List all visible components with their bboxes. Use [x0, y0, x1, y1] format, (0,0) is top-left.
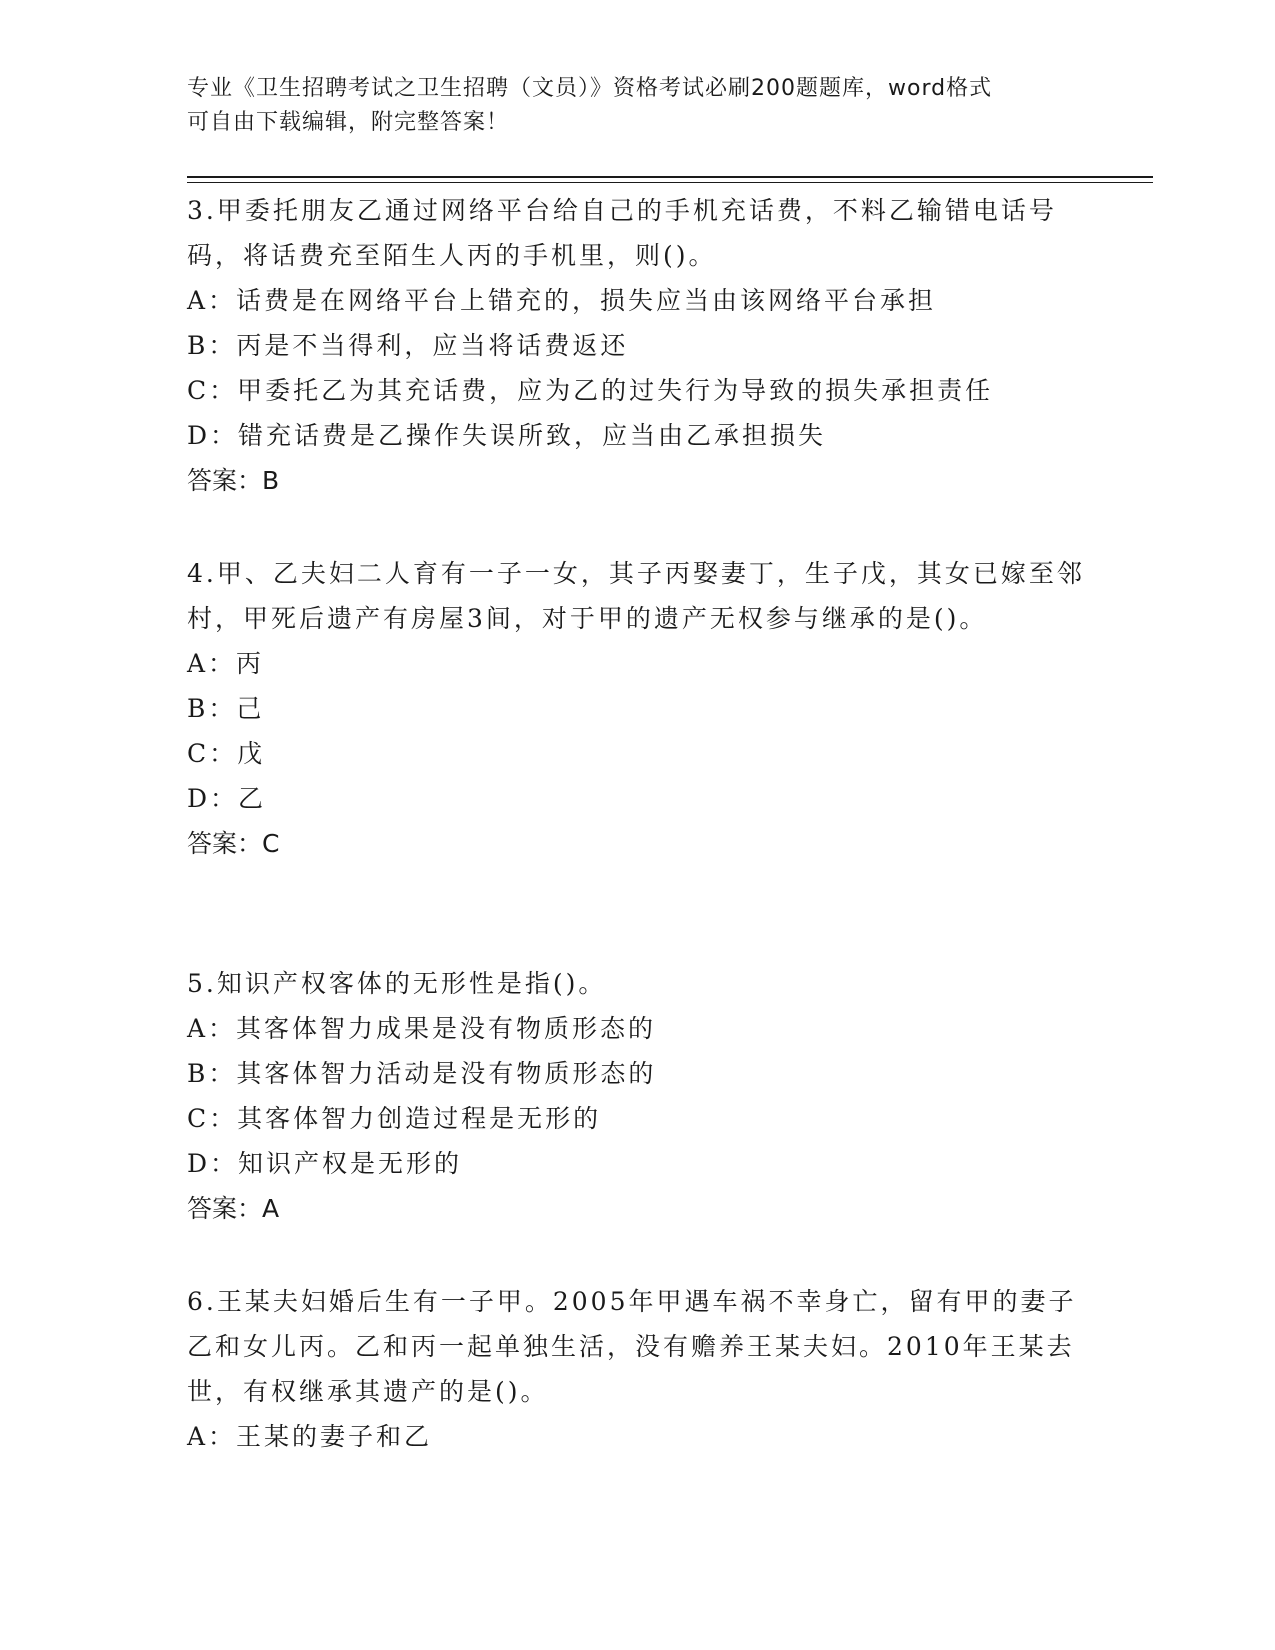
option-b: B：其客体智力活动是没有物质形态的 [187, 1059, 657, 1088]
option-d: D：知识产权是无形的 [187, 1149, 463, 1178]
question-stem: 3.甲委托朋友乙通过网络平台给自己的手机充话费，不料乙输错电话号码，将话费充至陌生人丙的手机里，则()。 [187, 196, 1057, 270]
option-a: A：其客体智力成果是没有物质形态的 [187, 1014, 657, 1043]
header-line-1: 专业《卫生招聘考试之卫生招聘（文员）》资格考试必刷200题题库，word格式 [187, 76, 993, 101]
document-header [187, 72, 1067, 140]
option-a: A：话费是在网络平台上错充的，损失应当由该网络平台承担 [187, 286, 937, 315]
question-5 [187, 961, 1087, 1231]
answer: 答案：C [187, 829, 280, 858]
question-6 [187, 1279, 1087, 1459]
question-3 [187, 188, 1087, 503]
option-a: A：丙 [187, 649, 265, 678]
option-b: B：丙是不当得利，应当将话费返还 [187, 331, 629, 360]
header-divider-thick [187, 176, 1153, 178]
header-line-2: 可自由下载编辑，附完整答案！ [187, 110, 510, 135]
question-4 [187, 551, 1087, 866]
question-stem: 5.知识产权客体的无形性是指()。 [187, 969, 607, 998]
answer: 答案：B [187, 466, 280, 495]
option-b: B：己 [187, 694, 265, 723]
option-c: C：戊 [187, 739, 266, 768]
answer: 答案：A [187, 1194, 280, 1223]
header-divider-thin [187, 182, 1153, 183]
question-stem: 4.甲、乙夫妇二人育有一子一女，其子丙娶妻丁，生子戊，其女已嫁至邻村，甲死后遗产有房屋3间，对于甲的遗产无权参与继承的是()。 [187, 559, 1085, 633]
option-c: C：其客体智力创造过程是无形的 [187, 1104, 602, 1133]
option-c: C：甲委托乙为其充话费，应为乙的过失行为导致的损失承担责任 [187, 376, 994, 405]
option-a: A：王某的妻子和乙 [187, 1422, 433, 1451]
option-d: D：乙 [187, 784, 267, 813]
question-stem: 6.王某夫妇婚后生有一子甲。2005年甲遇车祸不幸身亡，留有甲的妻子乙和女儿丙。乙和丙一起单独生活，没有赡养王某夫妇。2010年王某去世，有权继承其遗产的是()。 [187, 1287, 1077, 1406]
option-d: D：错充话费是乙操作失误所致，应当由乙承担损失 [187, 421, 827, 450]
